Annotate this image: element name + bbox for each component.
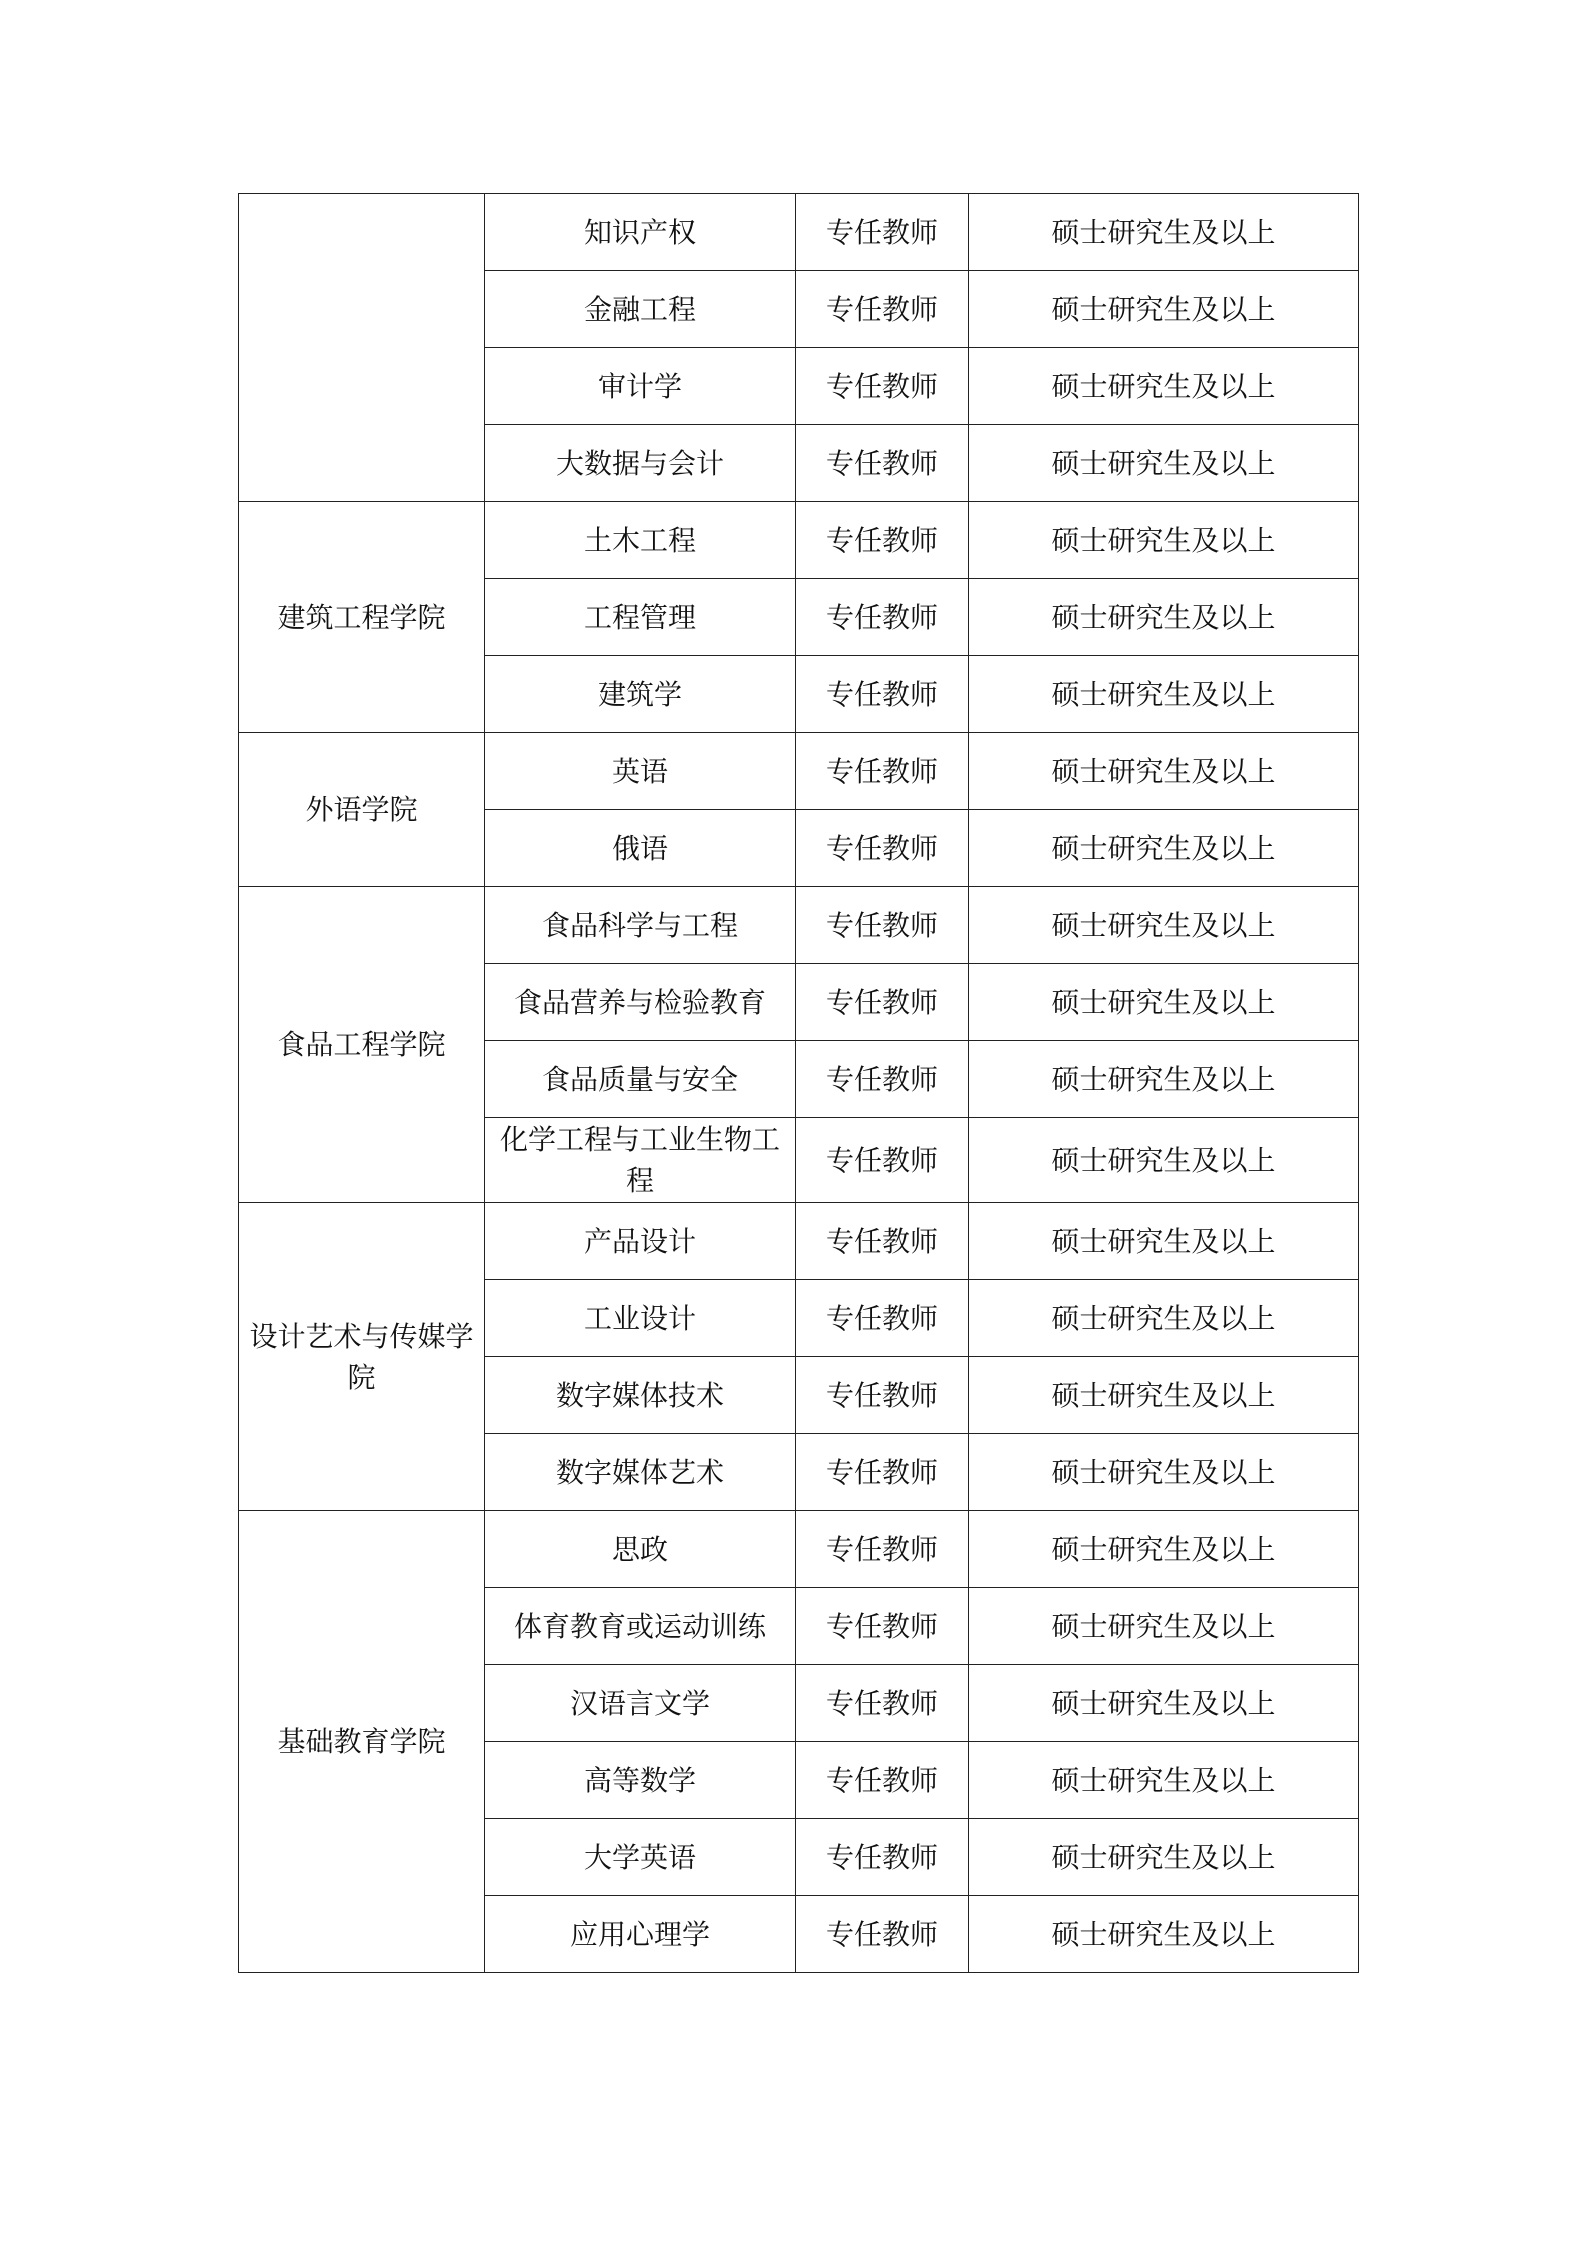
table-row bbox=[239, 1511, 1359, 1588]
position-cell: 专任教师 bbox=[796, 1041, 969, 1118]
major-cell: 金融工程 bbox=[485, 271, 796, 348]
college-cell bbox=[239, 194, 485, 502]
position-cell: 专任教师 bbox=[796, 1511, 969, 1588]
education-cell: 硕士研究生及以上 bbox=[969, 1742, 1359, 1819]
major-cell: 高等数学 bbox=[485, 1742, 796, 1819]
position-cell: 专任教师 bbox=[796, 887, 969, 964]
education-cell: 硕士研究生及以上 bbox=[969, 733, 1359, 810]
education-cell: 硕士研究生及以上 bbox=[969, 271, 1359, 348]
table-row bbox=[239, 887, 1359, 964]
education-cell: 硕士研究生及以上 bbox=[969, 1665, 1359, 1742]
table-row bbox=[239, 733, 1359, 810]
major-cell: 汉语言文学 bbox=[485, 1665, 796, 1742]
position-cell: 专任教师 bbox=[796, 1896, 969, 1973]
table-row bbox=[239, 1203, 1359, 1280]
education-cell: 硕士研究生及以上 bbox=[969, 1896, 1359, 1973]
education-cell: 硕士研究生及以上 bbox=[969, 502, 1359, 579]
position-cell: 专任教师 bbox=[796, 1280, 969, 1357]
education-cell: 硕士研究生及以上 bbox=[969, 1511, 1359, 1588]
position-cell: 专任教师 bbox=[796, 1819, 969, 1896]
major-cell: 工程管理 bbox=[485, 579, 796, 656]
education-cell: 硕士研究生及以上 bbox=[969, 579, 1359, 656]
position-cell: 专任教师 bbox=[796, 579, 969, 656]
recruitment-table-body bbox=[239, 194, 1359, 1973]
position-cell: 专任教师 bbox=[796, 1665, 969, 1742]
education-cell: 硕士研究生及以上 bbox=[969, 656, 1359, 733]
major-cell: 食品质量与安全 bbox=[485, 1041, 796, 1118]
college-cell: 建筑工程学院 bbox=[239, 502, 485, 733]
position-cell: 专任教师 bbox=[796, 502, 969, 579]
major-cell: 俄语 bbox=[485, 810, 796, 887]
education-cell: 硕士研究生及以上 bbox=[969, 194, 1359, 271]
education-cell: 硕士研究生及以上 bbox=[969, 1588, 1359, 1665]
major-cell: 数字媒体艺术 bbox=[485, 1434, 796, 1511]
position-cell: 专任教师 bbox=[796, 1588, 969, 1665]
major-cell: 大数据与会计 bbox=[485, 425, 796, 502]
major-cell: 土木工程 bbox=[485, 502, 796, 579]
major-cell: 产品设计 bbox=[485, 1203, 796, 1280]
education-cell: 硕士研究生及以上 bbox=[969, 1357, 1359, 1434]
position-cell: 专任教师 bbox=[796, 1203, 969, 1280]
position-cell: 专任教师 bbox=[796, 271, 969, 348]
major-cell: 思政 bbox=[485, 1511, 796, 1588]
position-cell: 专任教师 bbox=[796, 810, 969, 887]
position-cell: 专任教师 bbox=[796, 733, 969, 810]
position-cell: 专任教师 bbox=[796, 656, 969, 733]
major-cell: 应用心理学 bbox=[485, 1896, 796, 1973]
education-cell: 硕士研究生及以上 bbox=[969, 887, 1359, 964]
major-cell: 大学英语 bbox=[485, 1819, 796, 1896]
position-cell: 专任教师 bbox=[796, 1742, 969, 1819]
position-cell: 专任教师 bbox=[796, 194, 969, 271]
major-cell: 化学工程与工业生物工程 bbox=[485, 1118, 796, 1203]
major-cell: 建筑学 bbox=[485, 656, 796, 733]
college-cell: 食品工程学院 bbox=[239, 887, 485, 1203]
education-cell: 硕士研究生及以上 bbox=[969, 810, 1359, 887]
recruitment-table bbox=[238, 193, 1359, 1973]
education-cell: 硕士研究生及以上 bbox=[969, 964, 1359, 1041]
table-row bbox=[239, 194, 1359, 271]
education-cell: 硕士研究生及以上 bbox=[969, 1280, 1359, 1357]
position-cell: 专任教师 bbox=[796, 425, 969, 502]
major-cell: 工业设计 bbox=[485, 1280, 796, 1357]
education-cell: 硕士研究生及以上 bbox=[969, 1819, 1359, 1896]
major-cell: 食品科学与工程 bbox=[485, 887, 796, 964]
major-cell: 审计学 bbox=[485, 348, 796, 425]
position-cell: 专任教师 bbox=[796, 1434, 969, 1511]
major-cell: 数字媒体技术 bbox=[485, 1357, 796, 1434]
position-cell: 专任教师 bbox=[796, 1357, 969, 1434]
education-cell: 硕士研究生及以上 bbox=[969, 348, 1359, 425]
major-cell: 知识产权 bbox=[485, 194, 796, 271]
college-cell: 外语学院 bbox=[239, 733, 485, 887]
position-cell: 专任教师 bbox=[796, 1118, 969, 1203]
table-row bbox=[239, 502, 1359, 579]
major-cell: 食品营养与检验教育 bbox=[485, 964, 796, 1041]
education-cell: 硕士研究生及以上 bbox=[969, 1434, 1359, 1511]
education-cell: 硕士研究生及以上 bbox=[969, 1203, 1359, 1280]
college-cell: 基础教育学院 bbox=[239, 1511, 485, 1973]
position-cell: 专任教师 bbox=[796, 964, 969, 1041]
education-cell: 硕士研究生及以上 bbox=[969, 1118, 1359, 1203]
major-cell: 体育教育或运动训练 bbox=[485, 1588, 796, 1665]
college-cell: 设计艺术与传媒学院 bbox=[239, 1203, 485, 1511]
education-cell: 硕士研究生及以上 bbox=[969, 425, 1359, 502]
education-cell: 硕士研究生及以上 bbox=[969, 1041, 1359, 1118]
major-cell: 英语 bbox=[485, 733, 796, 810]
position-cell: 专任教师 bbox=[796, 348, 969, 425]
